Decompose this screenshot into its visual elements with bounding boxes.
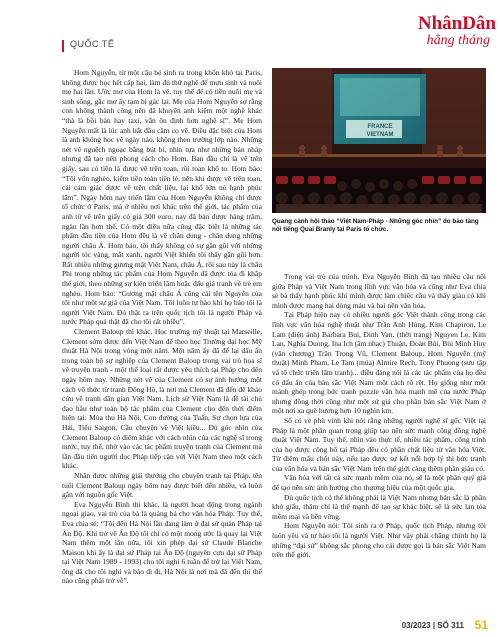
article-column-right	[272, 272, 486, 560]
conference-photo	[272, 68, 486, 213]
page-number: 51	[474, 618, 488, 632]
article-paragraph: Hom Nguyễn, từ một cậu bé sinh ra trong khốn khó tại Paris, không được học hết cấp hai, làm đủ thứ nghề để mưu sinh và nuôi mẹ hai lần. Ước mơ của Hom là vẽ, tuy thế để có tiền nuôi mẹ và sinh sống, gắc mơ ấy tạm bị gác lại. Mẹ của Hom Nguyễn sợ rằng con không thành công nên đã khuyên anh kiếm một nghề khác “thà là bồi bàn hay taxi, vẫn ổn định hơn nghệ sĩ”. Mẹ Hom Nguyễn mất là lúc anh bắt đầu cầm cọ vẽ. Điều đặc biệt của Hom là anh không học vẽ ngày nào, không theo trường lớp nào. Những nét vẽ nguệch ngoạc bằng bút bi, nhìn tựa như những bản nháp nhưng đã tạo nên phong cách cho Hom. Ban đầu chỉ là vẽ trên giấy, sau có tiền là được vẽ trên toan, rồi toan khổ to. Hom bảo: “Tôi vốn nghèo, kiếm tiền toàn tiền lẻ, nên khi được vẽ trên toan, cái cảm giác được vẽ trên chất liệu, lại khổ lớn nó hạnh phúc lắm”. Ngày hôm nay triển lãm của Hom Nguyễn không chỉ được tổ chức ở Paris, mà ở nhiều nơi khác trên thế giới, tác phẩm của anh từ vẽ trên giấy có giá 300 euro, nay đã bán được hàng trăm, ngàn lần hơn thế. Có một điều nữa cũng đặc biệt là những tác phẩm đầu tiên của Hom đều là vẽ chân dung - chân dung những người châu Á. Hom bảo, tôi thấy không có sự gần gũi với những người tóc vàng, mắt xanh, người Việt khiến tôi thấy gần gũi hơn. Rất nhiều những gương mặt Việt Nam, châu Á, rồi sau này là châu Phi trong những tác phẩm của Hom Nguyễn đã được tỏa đi khắp thế giới, theo những sự kiện triển lãm hoặc đấu giá tranh về trẻ em nghèo. Hom bảo: “Gương mặt châu Á cũng cái tên Nguyễn của tôi như một sự giá của Việt Nam. Tôi luôn tự hào khi họ bảo tôi là người Việt Nam. Đó thật ra trên quốc tịch tôi là người Pháp và nước Pháp quả thật đã cho tôi rất nhiều”.	[62, 68, 263, 327]
article-column-left	[62, 68, 262, 586]
issue-info: 03/2023 | SỐ 311	[401, 621, 464, 630]
article-paragraph: Tại Pháp hiện nay có nhiều người gốc Việt thành công trong các lĩnh vực văn hóa nghệ thuật như Trần Anh Hùng, Kim Chapiron, Le Lam (điện ảnh) Barbara Bui, Đinh Van, (thời trang) Nguyen Le, Kim Lan, Nghia Duong, Ina Ich (âm nhạc) Thuận, Đoàn Bùi, Bùi Minh Huy (văn chương) Trần Trọng Vũ, Clement Baloup, Hom Nguyễn (mỹ thuật) Minh Pham, Le Tam (múa) Almire Rech, Tony Phuong (sưu tập và tổ chức triển lãm tranh)... điều đáng nói là các tác phẩm của họ đều có dấu ấn của bản sắc Việt Nam một cách rõ rệt. Họ giống như một mảnh ghép trong bức tranh puzzle văn hóa mạnh mẽ của nước Pháp nhưng đồng thời cũng như một sứ giả cho phần bản sắc Việt Nam ở một nơi xa quê hương hơn 10 nghìn km.	[272, 310, 486, 416]
article-paragraph: Clement Baloup thì khác. Học trường mỹ thuật tại Marseille, Clement sớm được đến Việt Nam để theo học Trường đại học Mỹ thuật Hà Nội trong vòng một năm. Một năm ấy đã để lại dấu ấn trong toàn bộ sự nghiệp của Clement Baloup trong vai trò họa sĩ vẽ truyện tranh - một thể loại rất được yêu thích tại Pháp cho đến ngày hôm nay. Những nét vẽ của Clement có sự ảnh hưởng một cách vô thức từ tranh Đông Hồ, là nơi mà Clement đã đến để khảo cứu về tranh dân gian Việt Nam. Lịch sử Việt Nam là đề tài chủ đạo hầu như toàn bộ tác phẩm của Clement cho đến thời điểm hiện tại: Mùa thu Hà Nội, Con đường của Tuấn, Sự chọn lựa của Hải, Tiểu Saigon, Cầu chuyện về Việt kiều... Đủ góc nhìn của Clement Baloup có điểm khác với cách nhìn của các nghệ sĩ trong nước, tuy thế, nhờ vào các tác phẩm truyện tranh của Clement mà lần đầu tiên người đọc Pháp tiếp cận với Việt Nam theo một cách khác.	[62, 327, 262, 471]
page-header	[0, 0, 500, 58]
photo-caption: Quang cảnh hội thảo “Việt Nam-Pháp - Những góc nhìn” do bảo tàng nổi tiếng Quai Branly tại Paris tổ chức.	[272, 218, 479, 233]
page-footer	[0, 615, 500, 637]
newspaper-logo	[396, 14, 496, 54]
article-paragraph: Nhân được những giải thưởng cho chuyện tranh tại Pháp, tên tuổi Clement Baloup ngày hôm nay được biết đến nhiều, và luôn gắn với nguồn gốc Việt.	[62, 470, 262, 500]
screen-text-line1: FRANCE	[367, 124, 393, 130]
article-paragraph: Hom Nguyễn nói: Tôi sinh ra ở Pháp, quốc tịch Pháp, nhưng tôi luôn yêu và tự hào tôi là người Việt. Như vậy phải chăng chính họ là những “đại sứ” không sắc phong cho cái được gọi là bản sắc Việt Nam trên thế giới.	[272, 521, 486, 560]
conference-photo-illustration	[272, 68, 486, 213]
article-paragraph: Trong vai trò của mình, Eva Nguyễn Bình đã tạo nhiều cầu nối giữa Pháp và Việt Nam trong lĩnh vực văn hóa và cũng như Eva chia sẻ bà thấy hạnh phúc khi mình được làm chiếc cầu và thấy giàu có khi mình được mang hai dòng máu và hai nền văn hóa.	[272, 272, 486, 310]
screen-text-line2: VIETNAM	[366, 132, 394, 138]
article-paragraph: Đủ quốc tịch có thể không phải là Việt Nam nhưng bản sắc là phần khó giấu, thậm chí là thế mạnh để tạo sự khác biệt, sẽ là sức lan tỏa mềm mại và bền vững.	[272, 492, 486, 521]
article-paragraph: Số có vẻ phù vinh khi nói rằng những người nghệ sĩ gốc Việt tại Pháp là một phần quan trọng giúp tạo nên sức mạnh cộng đồng nghệ thuật Việt Nam. Tuy thế, nhìn vào thực tế, nhiều tác phẩm, công trình của họ được công bố tại Pháp đều có phần chất liệu từ văn hóa Việt. Từ điểm mấu chốt này, nếu tạo được sự kết nối hợp lý thì bức tranh của văn hóa và bản sắc Việt Nam trên thế giới càng thêm phần giàu có.	[272, 415, 486, 473]
article-paragraph: Văn hóa với tất cả sức mạnh mềm của nó, sẽ là một phần quý giá để tạo nên sức ảnh hưởng cho thương hiệu của một quốc gia.	[272, 473, 486, 493]
section-marker	[62, 40, 64, 52]
article-paragraph: Eva Nguyễn Bình thì khác, là người hoạt động trong ngành ngoại giao, vai trò của bà là quảng bá cho văn hóa Pháp. Tuy thế, Eva chia sẻ: “Tôi đến Hà Nội lần đang làm ở đại sứ quán Pháp tại Ấn Độ. Khi trở về Ấn Độ tôi chỉ có một mong ước là quay lại Việt Nam thêm một lần nữa, tôi xin phép đại sứ Claude Blanche Maison khi ấy là đại sứ Pháp tại Ấn Độ (nguyên cựu đại sứ Pháp tại Việt Nam 1989 - 1993) cho tôi nghỉ 6 tuần để trở lại Việt Nam, ông đã cho tôi nghỉ và bảo đi đi, Hà Nội là nơi mà đã đến thì thế nào cũng phải trở về”.	[62, 499, 262, 586]
logo-subtitle: hằng tháng	[426, 33, 490, 48]
section-label: QUỐC TẾ	[70, 39, 115, 49]
logo-title: NhânDân	[417, 13, 496, 34]
